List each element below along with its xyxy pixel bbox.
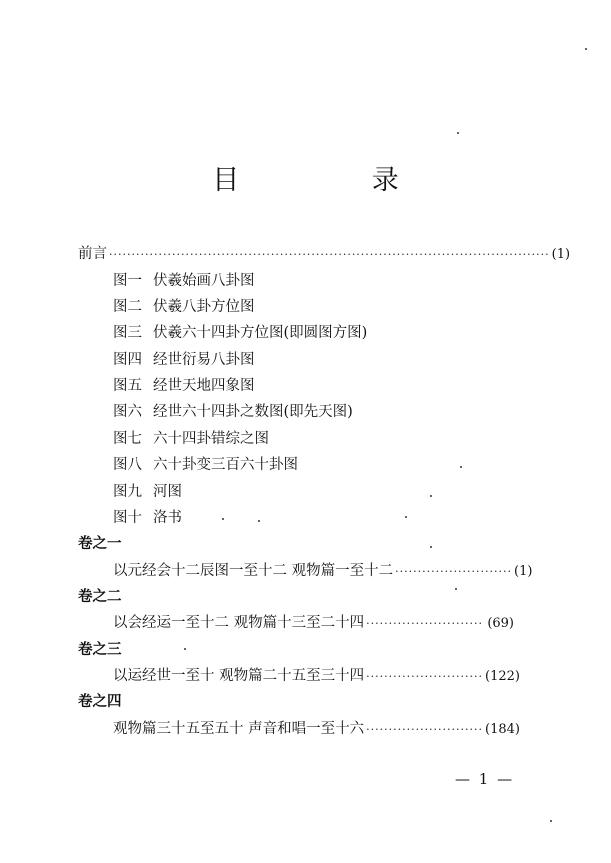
toc-figure-entry[interactable]: [113, 455, 298, 475]
toc-figure-entry[interactable]: [113, 323, 367, 343]
volume-heading: 卷之一: [78, 535, 122, 552]
leader-dots: ··································································································: [109, 248, 550, 261]
toc-figure-entry[interactable]: [113, 429, 269, 449]
figure-name: 经世天地四象图: [153, 378, 255, 394]
figure-number: 图一: [113, 273, 142, 289]
toc-figure-entry[interactable]: [113, 297, 255, 317]
scan-speck: [184, 648, 186, 650]
toc-figure-entry[interactable]: [113, 271, 255, 291]
figure-number: 图十: [113, 510, 142, 526]
toc-figure-entry[interactable]: [113, 508, 182, 528]
scan-speck: [460, 466, 462, 468]
figure-number: 图九: [113, 484, 142, 500]
toc-entry-preface[interactable]: [78, 244, 571, 264]
figure-name: 六十四卦错综之图: [153, 431, 269, 447]
toc-figure-entry[interactable]: [113, 376, 255, 396]
figure-name: 伏羲八卦方位图: [153, 299, 255, 315]
figure-number: 图四: [113, 352, 142, 368]
leader-dots: ··························: [395, 565, 513, 578]
figure-number: 图二: [113, 299, 142, 315]
figure-name: 伏羲始画八卦图: [153, 273, 255, 289]
leader-dots: ··························: [366, 723, 484, 736]
page-number: (1): [514, 564, 533, 579]
figure-name: 伏羲六十四卦方位图(即圆图方图): [153, 325, 368, 341]
page-folio: — 1 —: [455, 770, 515, 788]
entry-text: 观物篇三十五至五十 声音和唱一至十六: [113, 721, 365, 737]
leader-dots: ··························: [366, 617, 484, 630]
page-number: (184): [485, 722, 520, 737]
scan-speck: [550, 820, 552, 822]
entry-text: 以会经运一至十二 观物篇十三至二十四: [113, 615, 365, 631]
toc-figure-entry[interactable]: [113, 402, 353, 422]
volume-heading: 卷之二: [78, 588, 122, 605]
scan-speck: [430, 495, 432, 497]
figure-name: 经世衍易八卦图: [153, 352, 255, 368]
toc-figure-entry[interactable]: [113, 350, 255, 370]
entry-text: 以元经会十二辰图一至十二 观物篇一至十二: [113, 563, 394, 579]
page-number: (1): [551, 247, 571, 262]
leader-dots: ··························: [366, 670, 484, 683]
figure-number: 图三: [113, 325, 142, 341]
scan-speck: [222, 518, 224, 520]
figure-number: 图六: [113, 404, 142, 420]
toc-volume-entry[interactable]: [113, 613, 514, 633]
figure-name: 洛书: [153, 510, 182, 526]
volume-heading: 卷之四: [78, 693, 122, 710]
entry-label: 前言: [78, 246, 107, 262]
figure-number: 图七: [113, 431, 142, 447]
toc-volume-entry[interactable]: [113, 561, 533, 581]
figure-name: 六十卦变三百六十卦图: [153, 457, 298, 473]
entry-text: 以运经世一至十 观物篇二十五至三十四: [113, 668, 365, 684]
scan-speck: [585, 48, 587, 50]
volume-heading: 卷之三: [78, 641, 122, 658]
figure-number: 图五: [113, 378, 142, 394]
page-number: (69): [487, 616, 514, 631]
toc-volume-entry[interactable]: [113, 719, 520, 739]
figure-name: 经世六十四卦之数图(即先天图): [153, 404, 353, 420]
scan-speck: [258, 520, 260, 522]
scan-speck: [455, 588, 457, 590]
page-title: 目 录: [212, 165, 461, 196]
toc-volume-entry[interactable]: [113, 666, 520, 686]
toc-figure-entry[interactable]: [113, 482, 182, 502]
figure-number: 图八: [113, 457, 142, 473]
scan-speck: [405, 516, 407, 518]
page-number: (122): [485, 669, 520, 684]
figure-name: 河图: [153, 484, 182, 500]
scan-speck: [430, 546, 432, 548]
scan-speck: [457, 132, 459, 134]
